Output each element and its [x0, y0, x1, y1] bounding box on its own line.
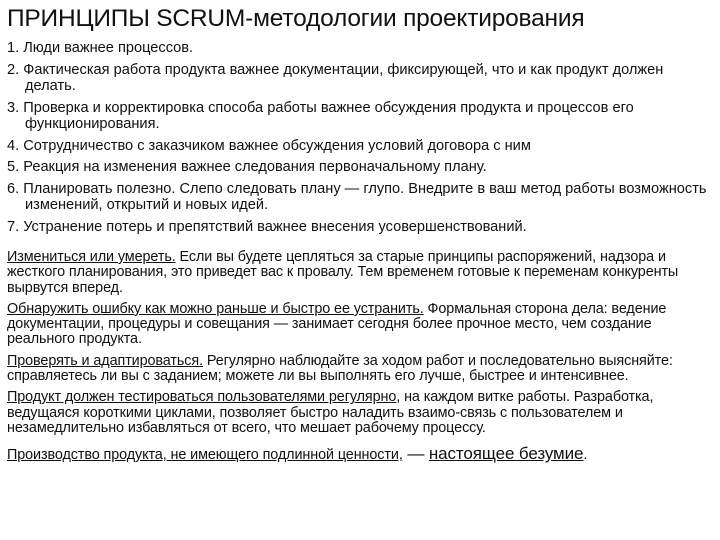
principle-text: Планировать полезно. Слепо следовать плану — глупо. Внедрите в ваш метод работы возможность изменений, открытий и новых идей. — [23, 180, 707, 213]
note-paragraph — [7, 302, 712, 348]
note-lead: Проверять и адаптироваться. — [7, 352, 203, 369]
note-lead: Измениться или умереть. — [7, 249, 176, 265]
principle-text: Люди важнее процессов. — [23, 40, 194, 56]
principle-item — [7, 62, 712, 95]
final-note-emphasis: настоящее безумие — [428, 444, 584, 464]
final-note-end: . — [583, 447, 588, 464]
principle-number: 3. — [7, 99, 20, 116]
note-text: , на каждом витке работы. Разработка, ведущаяся короткими циклами, позволяет быстро наладить взаимо-связь с пользователем и незамедлительно избавляться от всего, что мешает рабочему процессу. — [7, 389, 654, 436]
notes-section — [7, 250, 712, 464]
principle-item — [7, 181, 712, 214]
final-note-lead: Производство продукта, не имеющего подлинной ценности, — [7, 447, 403, 464]
principle-text: Фактическая работа продукта важнее документации, фиксирующей, что и как продукт должен делать. — [23, 61, 664, 94]
note-text: Регулярно наблюдайте за ходом работ и последовательно выясняйте: справляетесь ли вы с заданием; можете ли вы выполнять его лучше, быстрее и интенсивнее. — [7, 352, 673, 385]
principle-item — [7, 219, 712, 236]
note-paragraph — [7, 250, 712, 296]
principle-item — [7, 138, 712, 155]
final-note — [7, 446, 712, 463]
principle-item — [7, 159, 712, 176]
principle-text: Устранение потерь и препятствий важнее внесения усовершенствований. — [23, 218, 527, 235]
note-text: Формальная сторона дела: ведение документации, процедуры и совещания — занимает сегодня более прочное место, чем создание реального продукта. — [7, 300, 667, 348]
principle-number: 4. — [7, 137, 20, 154]
principle-item — [7, 40, 712, 57]
note-lead: Обнаружить ошибку как можно раньше и быстро ее устранить. — [7, 300, 424, 317]
note-paragraph — [7, 390, 712, 436]
principle-text: Сотрудничество с заказчиком важнее обсуждения условий договора с ним — [23, 137, 531, 154]
principle-number: 2. — [7, 61, 20, 78]
page-title: ПРИНЦИПЫ SCRUM-методологии проектирования — [7, 5, 585, 32]
principle-item — [7, 100, 712, 133]
principle-text: Реакция на изменения важнее следования первоначальному плану. — [23, 159, 487, 175]
principle-number: 7. — [7, 218, 20, 235]
final-note-dash: — — [402, 444, 429, 464]
principle-number: 5. — [7, 159, 20, 175]
principle-number: 6. — [7, 180, 20, 197]
note-lead: Продукт должен тестироваться пользователями регулярно — [7, 389, 397, 406]
principle-text: Проверка и корректировка способа работы важнее обсуждения продукта и процессов его функционирования. — [23, 99, 634, 132]
note-text: Если вы будете цепляться за старые принципы распоряжений, надзора и жесткого планирования, это приведет вас к провалу. Тем временем готовые к переменам конкуренты вырвутся вперед. — [7, 249, 679, 296]
principles-list — [7, 40, 712, 235]
note-paragraph — [7, 354, 712, 385]
principle-number: 1. — [7, 40, 20, 56]
